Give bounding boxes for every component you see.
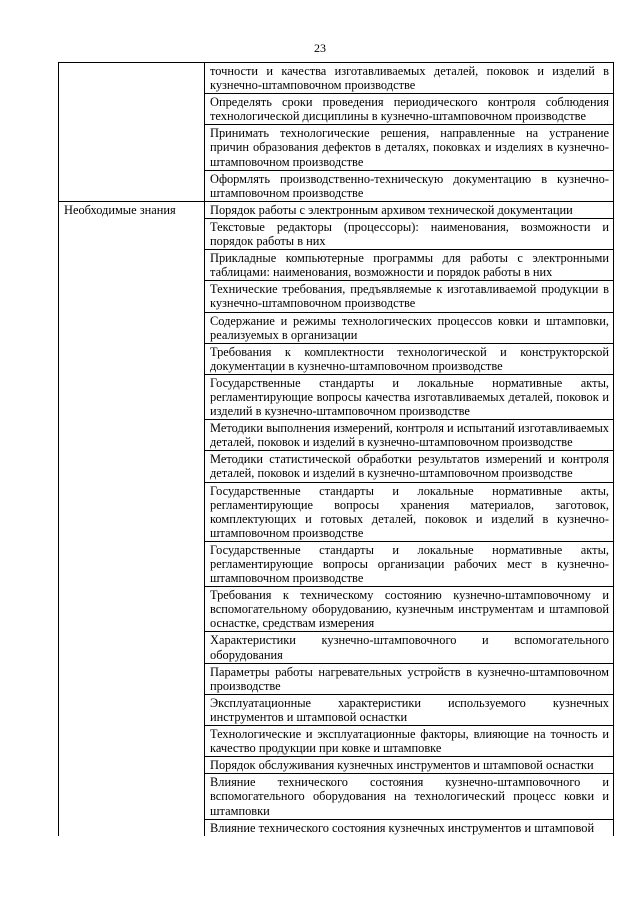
section-label-continuation	[59, 170, 205, 201]
section-label-continuation	[59, 774, 205, 819]
section-label-continuation	[59, 819, 205, 836]
table-row	[59, 201, 614, 218]
requirement-item: Прикладные компьютерные программы для работы с электронными таблицами: наименования, возможности и порядок работы в них	[205, 250, 614, 281]
requirement-item: точности и качества изготавливаемых деталей, поковок и изделий в кузнечно-штамповочном производстве	[205, 63, 614, 94]
table-row	[59, 312, 614, 343]
section-label-continuation	[59, 541, 205, 586]
requirement-item: Содержание и режимы технологических процессов ковки и штамповки, реализуемых в организации	[205, 312, 614, 343]
section-label-continuation	[59, 757, 205, 774]
requirement-item: Определять сроки проведения периодического контроля соблюдения технологической дисциплины в кузнечно-штамповочном производстве	[205, 94, 614, 125]
table-row	[59, 374, 614, 419]
section-label-continuation	[59, 312, 205, 343]
requirement-item: Характеристики кузнечно-штамповочного и вспомогательного оборудования	[205, 632, 614, 663]
requirement-item: Влияние технического состояния кузнечно-штамповочного и вспомогательного оборудования на технологический процесс ковки и штамповки	[205, 774, 614, 819]
table-row	[59, 451, 614, 482]
table-row	[59, 726, 614, 757]
section-label-continuation	[59, 420, 205, 451]
requirement-item: Технологические и эксплуатационные факторы, влияющие на точность и качество продукции при ковке и штамповке	[205, 726, 614, 757]
section-label-continuation	[59, 451, 205, 482]
table-row	[59, 281, 614, 312]
section-label-continuation	[59, 694, 205, 725]
section-label-continuation	[59, 726, 205, 757]
table-row	[59, 774, 614, 819]
table-row	[59, 694, 614, 725]
section-label-continuation	[59, 632, 205, 663]
section-label-continuation	[59, 587, 205, 632]
table-row	[59, 170, 614, 201]
table-row	[59, 632, 614, 663]
table-row	[59, 819, 614, 836]
section-label: Необходимые знания	[59, 201, 205, 218]
table-row	[59, 125, 614, 170]
section-label-continuation	[59, 343, 205, 374]
section-label-continuation	[59, 94, 205, 125]
section-label-continuation	[59, 125, 205, 170]
requirement-item: Государственные стандарты и локальные нормативные акты, регламентирующие вопросы организации рабочих мест в кузнечно-штамповочном производстве	[205, 541, 614, 586]
table-row	[59, 63, 614, 94]
table-row	[59, 757, 614, 774]
page-number: 23	[314, 41, 326, 55]
section-label-continuation	[59, 250, 205, 281]
requirement-item: Оформлять производственно-техническую документацию в кузнечно-штамповочном производстве	[205, 170, 614, 201]
requirement-item: Государственные стандарты и локальные нормативные акты, регламентирующие вопросы качества изготавливаемых деталей, поковок и изделий в кузнечно-штамповочном производстве	[205, 374, 614, 419]
table-row	[59, 663, 614, 694]
section-label-continuation	[59, 663, 205, 694]
requirement-item: Эксплуатационные характеристики используемого кузнечных инструментов и штамповой оснастки	[205, 694, 614, 725]
requirement-item: Порядок работы с электронным архивом технической документации	[205, 201, 614, 218]
section-label-continuation	[59, 281, 205, 312]
requirement-item: Методики статистической обработки результатов измерений и контроля деталей, поковок и изделий в кузнечно-штамповочном производстве	[205, 451, 614, 482]
table-row	[59, 218, 614, 249]
requirement-item: Текстовые редакторы (процессоры): наименования, возможности и порядок работы в них	[205, 218, 614, 249]
requirement-item: Государственные стандарты и локальные нормативные акты, регламентирующие вопросы хранения материалов, заготовок, комплектующих и готовых деталей, поковок и изделий в кузнечно-штамповочном производстве	[205, 482, 614, 541]
table-row	[59, 250, 614, 281]
requirement-item: Требования к комплектности технологической и конструкторской документации в кузнечно-штамповочном производстве	[205, 343, 614, 374]
requirement-item: Принимать технологические решения, направленные на устранение причин образования дефектов в деталях, поковках и изделиях в кузнечно-штамповочном производстве	[205, 125, 614, 170]
section-label-continuation	[59, 218, 205, 249]
section-label-continuation	[59, 482, 205, 541]
requirements-table	[58, 62, 614, 836]
section-label	[59, 63, 205, 94]
table-row	[59, 482, 614, 541]
table-row	[59, 420, 614, 451]
requirement-item: Порядок обслуживания кузнечных инструментов и штамповой оснастки	[205, 757, 614, 774]
table-row	[59, 94, 614, 125]
requirements-table-body	[59, 63, 614, 836]
table-row	[59, 541, 614, 586]
requirement-item: Параметры работы нагревательных устройств в кузнечно-штамповочном производстве	[205, 663, 614, 694]
requirement-item: Требования к техническому состоянию кузнечно-штамповочному и вспомогательному оборудованию, кузнечным инструментам и штамповой оснастке, средствам измерения	[205, 587, 614, 632]
requirement-item: Технические требования, предъявляемые к изготавливаемой продукции в кузнечно-штамповочном производстве	[205, 281, 614, 312]
requirement-item: Влияние технического состояния кузнечных инструментов и штамповой	[205, 819, 614, 836]
requirement-item: Методики выполнения измерений, контроля и испытаний изготавливаемых деталей, поковок и изделий в кузнечно-штамповочном производстве	[205, 420, 614, 451]
table-row	[59, 343, 614, 374]
section-label-continuation	[59, 374, 205, 419]
table-row	[59, 587, 614, 632]
